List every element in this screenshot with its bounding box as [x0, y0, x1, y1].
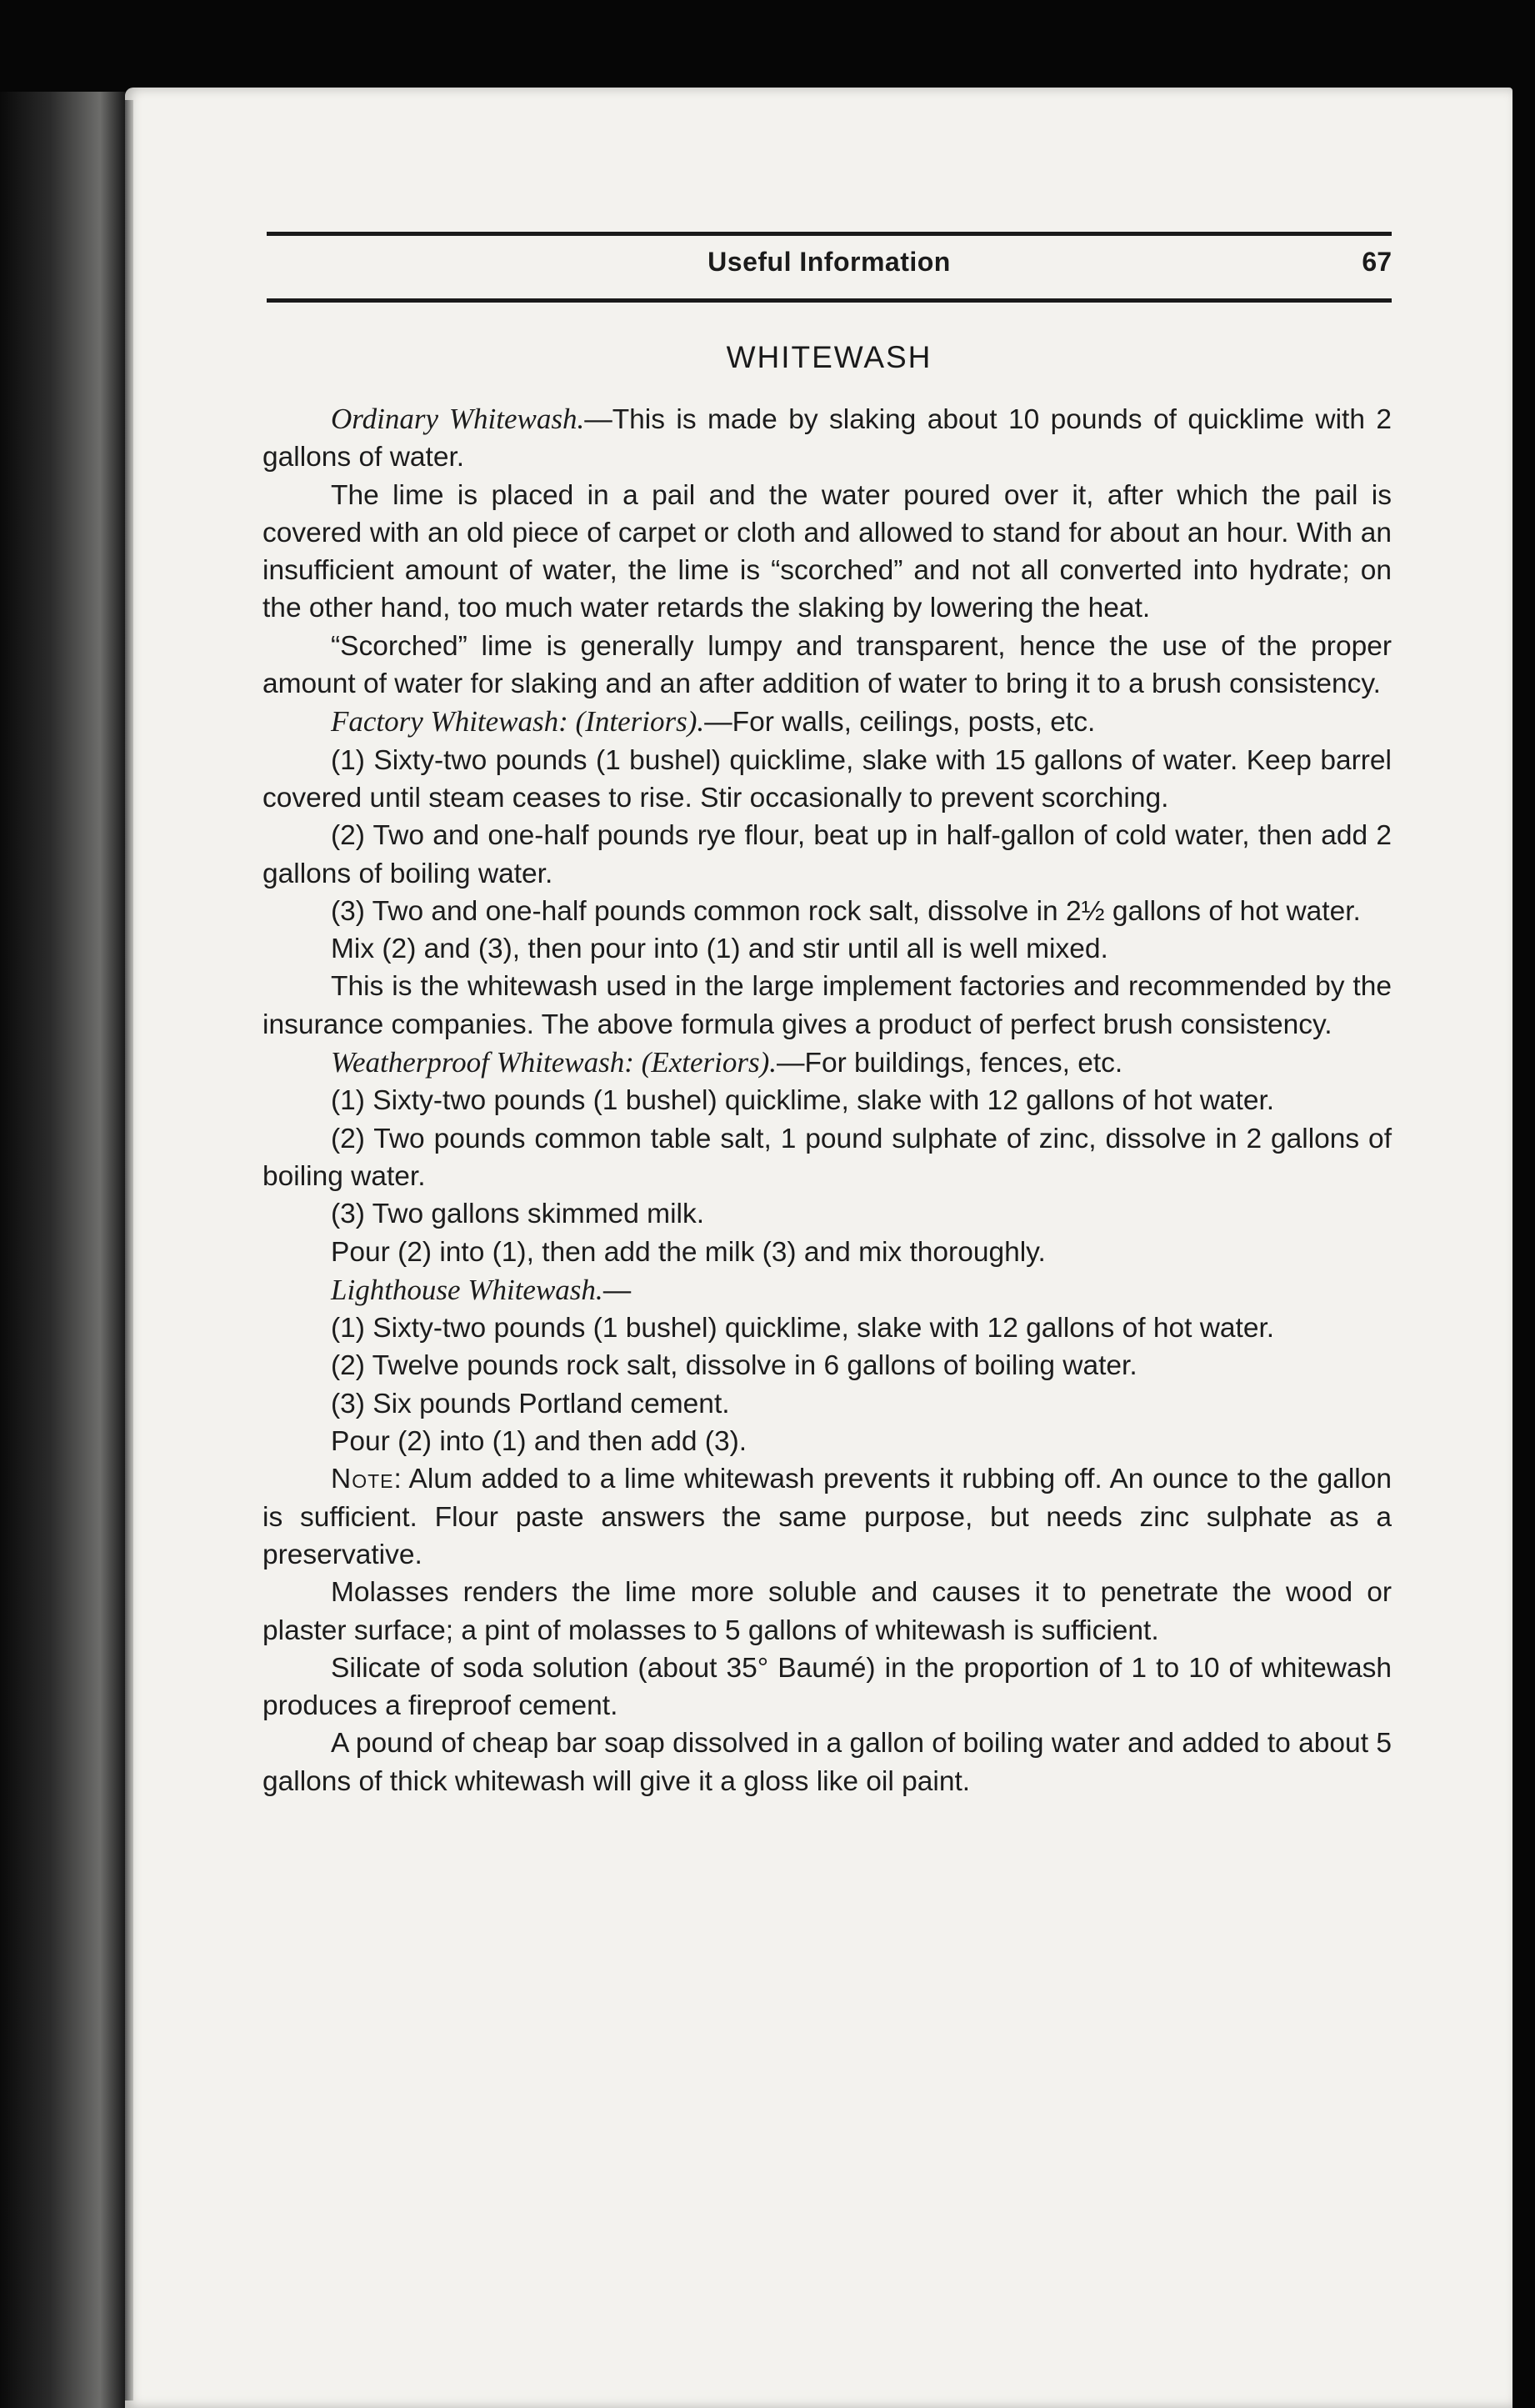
running-title: Useful Information	[708, 247, 951, 277]
paragraph-text: (2) Two and one-half pounds rye flour, beat up in half-gallon of cold water, then add 2 gallons of boiling water.	[262, 820, 1392, 889]
paragraph-text: (2) Two pounds common table salt, 1 pound sulphate of zinc, dissolve in 2 gallons of boiling water.	[262, 1123, 1392, 1192]
paragraph-ordinary-whitewash	[262, 400, 1392, 477]
paragraph-text: —	[602, 1274, 632, 1306]
paragraph	[262, 1574, 1392, 1650]
page-number: 67	[1362, 247, 1392, 277]
paragraph	[262, 1120, 1392, 1196]
paragraph-note	[262, 1460, 1392, 1574]
paragraph-lead: Factory Whitewash: (Interiors).	[331, 705, 705, 738]
paragraph	[262, 893, 1392, 930]
paragraph-text: (3) Six pounds Portland cement.	[331, 1388, 730, 1419]
paragraph-text: The lime is placed in a pail and the water poured over it, after which the pail is covered with an old piece of carpet or cloth and allowed to stand for about an hour. With an insufficient amount of water, the lime is “scorched” and not all converted into hydrate; on the other hand, too much water retards the slaking by lowering the heat.	[262, 479, 1392, 624]
paragraph	[262, 1650, 1392, 1725]
paragraph-text: Pour (2) into (1), then add the milk (3) and mix thoroughly.	[331, 1236, 1046, 1268]
paragraph	[262, 1234, 1392, 1271]
page-edge	[125, 100, 133, 2400]
paragraph	[262, 968, 1392, 1044]
paragraph-lead: Weatherproof Whitewash: (Exteriors).	[331, 1046, 777, 1079]
paragraph-lead: Ordinary Whitewash.	[331, 403, 585, 435]
paragraph	[262, 817, 1392, 893]
paragraph	[262, 742, 1392, 818]
body-text	[262, 400, 1392, 1800]
paragraph-text: —This is made by slaking about 10 pounds of quicklime with 2 gallons of water.	[262, 404, 1392, 473]
paragraph-text: (2) Twelve pounds rock salt, dissolve in 6 gallons of boiling water.	[331, 1350, 1138, 1382]
paragraph-lighthouse-whitewash	[262, 1271, 1392, 1309]
paragraph-weatherproof-whitewash	[262, 1044, 1392, 1082]
paragraph-text: —For buildings, fences, etc.	[776, 1048, 1123, 1079]
paragraph-text: “Scorched” lime is generally lumpy and transparent, hence the use of the proper amount of water for slaking and an after addition of water to bring it to a brush consistency.	[262, 630, 1392, 700]
page-header	[267, 225, 1392, 308]
paragraph	[262, 930, 1392, 968]
book-gutter	[0, 92, 125, 2408]
paragraph-text: A pound of cheap bar soap dissolved in a gallon of boiling water and added to about 5 gallons of thick whitewash will give it a gloss like oil paint.	[262, 1728, 1392, 1797]
header-rule-top	[267, 232, 1392, 236]
paragraph-text: (3) Two and one-half pounds common rock salt, dissolve in 2½ gallons of hot water.	[331, 895, 1361, 927]
paragraph	[262, 1309, 1392, 1347]
section-title: WHITEWASH	[726, 340, 932, 374]
paragraph	[262, 1195, 1392, 1233]
paragraph-text: (1) Sixty-two pounds (1 bushel) quicklime, slake with 15 gallons of water. Keep barrel covered until steam ceases to rise. Stir occasionally to prevent scorching.	[262, 744, 1392, 814]
paragraph-text: This is the whitewash used in the large implement factories and recommended by the insurance companies. The above formula gives a product of perfect brush consistency.	[262, 971, 1392, 1040]
paragraph-text: (1) Sixty-two pounds (1 bushel) quicklime, slake with 12 gallons of hot water.	[331, 1313, 1275, 1344]
paragraph	[262, 1385, 1392, 1423]
paragraph-text: Molasses renders the lime more soluble and causes it to penetrate the wood or plaster surface; a pint of molasses to 5 gallons of whitewash is sufficient.	[262, 1577, 1392, 1646]
paragraph	[262, 1347, 1392, 1384]
paragraph-text: : Alum added to a lime whitewash prevents it rubbing off. An ounce to the gallon is sufficient. Flour paste answers the same purpose, but needs zinc sulphate as a preservative.	[262, 1464, 1392, 1570]
paragraph-text: (1) Sixty-two pounds (1 bushel) quicklime, slake with 12 gallons of hot water.	[331, 1085, 1275, 1117]
header-rule-bottom	[267, 298, 1392, 303]
paragraph-lead: Lighthouse Whitewash.	[331, 1273, 603, 1306]
paragraph-text: Silicate of soda solution (about 35° Baumé) in the proportion of 1 to 10 of whitewash produces a fireproof cement.	[262, 1652, 1392, 1722]
paragraph	[262, 477, 1392, 628]
paragraph-text: Pour (2) into (1) and then add (3).	[331, 1426, 748, 1458]
note-label: Note	[331, 1464, 394, 1495]
paragraph	[262, 1423, 1392, 1460]
paragraph	[262, 628, 1392, 703]
paragraph	[262, 1725, 1392, 1800]
paragraph-text: (3) Two gallons skimmed milk.	[331, 1199, 705, 1230]
paragraph-text: —For walls, ceilings, posts, etc.	[704, 707, 1096, 738]
paragraph-text: Mix (2) and (3), then pour into (1) and stir until all is well mixed.	[331, 934, 1108, 965]
paragraph-factory-whitewash	[262, 703, 1392, 741]
paragraph	[262, 1082, 1392, 1119]
